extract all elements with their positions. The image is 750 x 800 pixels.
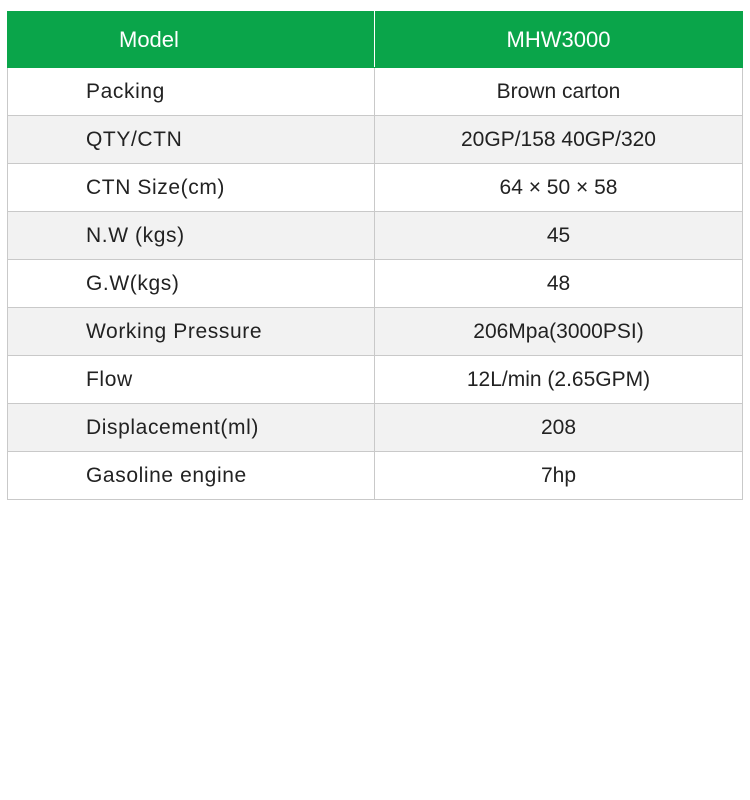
header-model-value: MHW3000 bbox=[375, 12, 743, 68]
row-value: 12L/min (2.65GPM) bbox=[375, 356, 743, 404]
table-row bbox=[8, 452, 743, 500]
row-value: 206Mpa(3000PSI) bbox=[375, 308, 743, 356]
table-row bbox=[8, 212, 743, 260]
row-label: Working Pressure bbox=[8, 308, 375, 356]
row-label: Gasoline engine bbox=[8, 452, 375, 500]
row-label: G.W(kgs) bbox=[8, 260, 375, 308]
table-row bbox=[8, 308, 743, 356]
row-value: 7hp bbox=[375, 452, 743, 500]
table-row bbox=[8, 68, 743, 116]
header-model-label: Model bbox=[8, 12, 375, 68]
row-value: 45 bbox=[375, 212, 743, 260]
table-row bbox=[8, 260, 743, 308]
spec-table-body bbox=[8, 68, 743, 500]
row-label: Packing bbox=[8, 68, 375, 116]
header-row bbox=[8, 12, 743, 68]
spec-table bbox=[7, 11, 743, 500]
row-value: 20GP/158 40GP/320 bbox=[375, 116, 743, 164]
table-row bbox=[8, 356, 743, 404]
row-label: CTN Size(cm) bbox=[8, 164, 375, 212]
table-row bbox=[8, 116, 743, 164]
table-row bbox=[8, 404, 743, 452]
spec-table-header bbox=[8, 12, 743, 68]
row-value: 208 bbox=[375, 404, 743, 452]
row-label: QTY/CTN bbox=[8, 116, 375, 164]
table-row bbox=[8, 164, 743, 212]
row-label: N.W (kgs) bbox=[8, 212, 375, 260]
row-value: Brown carton bbox=[375, 68, 743, 116]
row-label: Flow bbox=[8, 356, 375, 404]
row-value: 64 × 50 × 58 bbox=[375, 164, 743, 212]
row-value: 48 bbox=[375, 260, 743, 308]
row-label: Displacement(ml) bbox=[8, 404, 375, 452]
